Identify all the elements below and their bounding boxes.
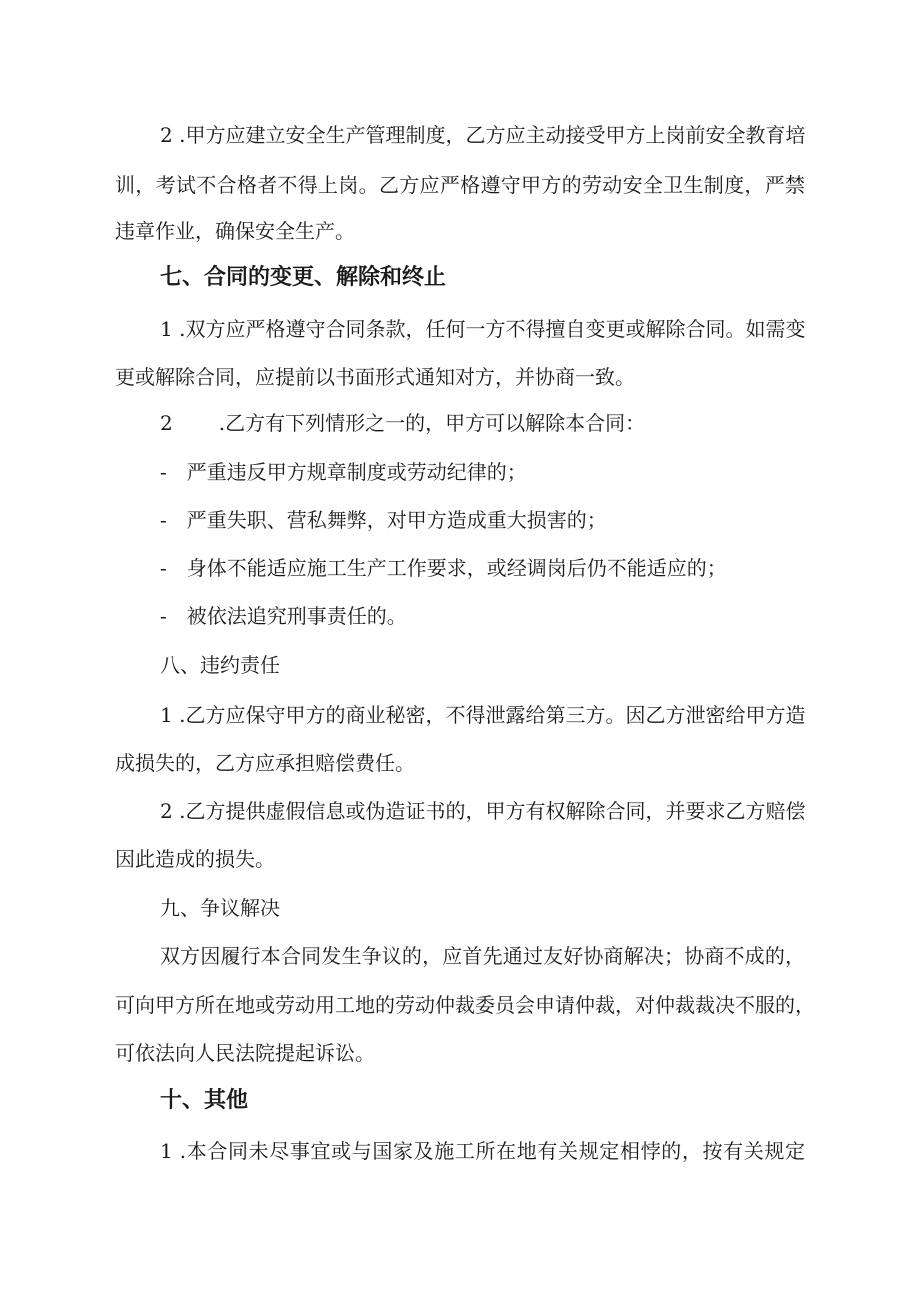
list-item: - 严重违反甲方规章制度或劳动纪律的； bbox=[160, 460, 527, 484]
clause-8-2-line-2: 因此造成的损失。 bbox=[115, 847, 275, 871]
clause-8-1-line-2: 成损失的，乙方应承担赔偿费任。 bbox=[115, 751, 415, 775]
list-item: - 身体不能适应施工生产工作要求，或经调岗后仍不能适应的； bbox=[160, 556, 727, 580]
list-item: - 被依法追究刑事责任的。 bbox=[160, 604, 407, 628]
clause-8-1-line-1: 1 .乙方应保守甲方的商业秘密，不得泄露给第三方。因乙方泄密给甲方造 bbox=[160, 703, 806, 727]
clause-6-2-line-3: 违章作业，确保安全生产。 bbox=[115, 219, 355, 243]
list-item: - 严重失职、营私舞弊，对甲方造成重大损害的； bbox=[160, 508, 607, 532]
clause-9-line-1: 双方因履行本合同发生争议的，应首先通过友好协商解决；协商不成的， bbox=[160, 944, 805, 968]
section-7-heading: 七、合同的变更、解除和终止 bbox=[160, 265, 447, 290]
clause-9-line-2: 可向甲方所在地或劳动用工地的劳动仲裁委员会申请仲裁，对仲裁裁决不服的， bbox=[115, 993, 815, 1017]
clause-9-line-3: 可依法向人民法院提起诉讼。 bbox=[115, 1041, 375, 1065]
clause-6-2-line-2: 训，考试不合格者不得上岗。乙方应严格遵守甲方的劳动安全卫生制度，严禁 bbox=[115, 173, 805, 197]
clause-7-2-text: .乙方有下列情形之一的，甲方可以解除本合同： bbox=[218, 411, 646, 435]
clause-7-1-line-1: 1 .双方应严格遵守合同条款，任何一方不得擅自变更或解除合同。如需变 bbox=[160, 317, 806, 341]
clause-7-2-number: 2 bbox=[160, 411, 173, 435]
clause-10-1-line-1: 1 .本合同未尽事宜或与国家及施工所在地有关规定相悖的，按有关规定 bbox=[160, 1139, 805, 1163]
clause-7-1-line-2: 更或解除合同，应提前以书面形式通知对方，并协商一致。 bbox=[115, 365, 635, 389]
section-8-heading: 八、违约责任 bbox=[160, 653, 280, 677]
section-9-heading: 九、争议解决 bbox=[160, 896, 280, 920]
section-10-heading: 十、其他 bbox=[160, 1088, 249, 1113]
clause-6-2-line-1: 2 .甲方应建立安全生产管理制度，乙方应主动接受甲方上岗前安全教育培 bbox=[160, 123, 806, 147]
clause-8-2-line-1: 2 .乙方提供虚假信息或伪造证书的，甲方有权解除合同，并要求乙方赔偿 bbox=[160, 799, 806, 823]
clause-7-2 bbox=[160, 411, 645, 435]
